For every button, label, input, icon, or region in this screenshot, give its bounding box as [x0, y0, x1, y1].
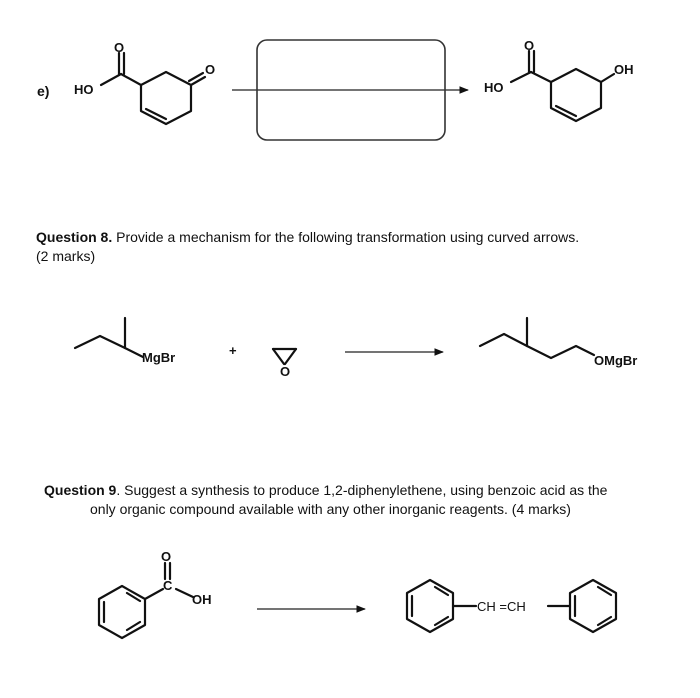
reactant-ho-label: HO [74, 82, 94, 97]
mgbr-label: MgBr [142, 350, 176, 365]
question9-text-line2: only organic compound available with any other inorganic reagents. (4 marks) [90, 501, 571, 517]
part-e-label: e) [37, 83, 50, 99]
reactant-carbonyl-o-label: O [114, 40, 125, 55]
q9-product-right-benzene [548, 580, 616, 632]
q8-grignard-structure [75, 318, 143, 357]
part-e-reactant-structure [101, 53, 205, 124]
benzoic-oh-label: OH [192, 592, 212, 607]
q8-epoxide-structure [273, 349, 296, 364]
benzoic-carbon-label: C [163, 578, 173, 593]
epoxide-o-label: O [280, 364, 291, 379]
q9-benzoic-acid-structure [99, 563, 193, 638]
part-e-product-structure [511, 51, 614, 121]
product-oh-label: OH [614, 62, 634, 77]
q8-product-structure [480, 318, 594, 358]
reactant-ketone-o-label: O [205, 62, 216, 77]
question8-body: Provide a mechanism for the following transformation using curved arrows. [112, 229, 580, 245]
product-carbonyl-o-label: O [524, 38, 535, 53]
omgbr-label: OMgBr [594, 353, 638, 368]
q9-product-left-benzene [407, 580, 476, 632]
question9-title: Question 9 [44, 482, 117, 498]
question9-body-line1: . Suggest a synthesis to produce 1,2-diphenylethene, using benzoic acid as the [116, 482, 608, 498]
question9-text [44, 481, 684, 500]
product-ho-label: HO [484, 80, 504, 95]
question8-marks: (2 marks) [36, 248, 96, 264]
stilbene-chain-label: CH =CH [477, 599, 526, 614]
plus-sign: + [229, 343, 237, 358]
benzoic-carbonyl-o-label: O [161, 549, 172, 564]
question8-title: Question 8. [36, 229, 113, 245]
question8-text [36, 228, 676, 266]
